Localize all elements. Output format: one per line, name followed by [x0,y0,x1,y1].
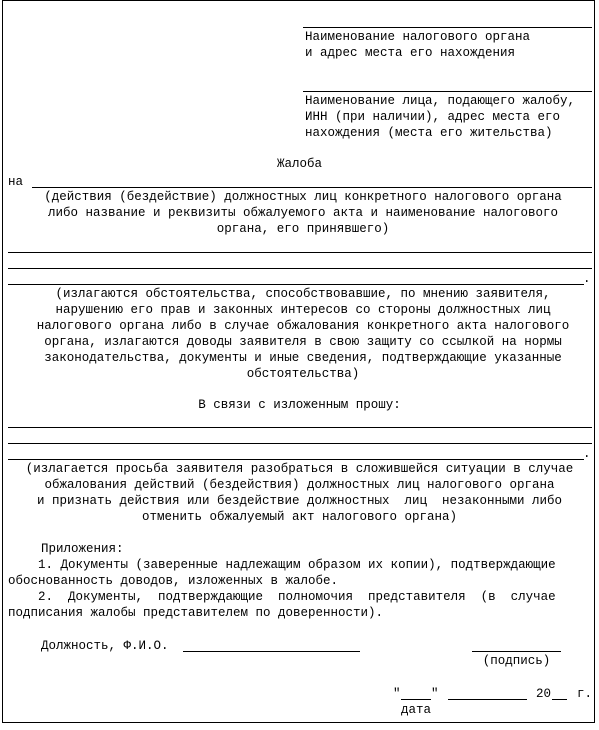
date-month-rule [448,699,527,700]
subject-rule [32,187,592,188]
circumstances-period: . [583,272,591,286]
signature-rule [472,651,561,652]
date-year-prefix: 20 [536,687,552,701]
circumstances-hint-6: обстоятельства) [246,367,360,381]
request-rule-3 [8,459,584,460]
position-label: Должность, Ф.И.О. [41,639,169,653]
authority-line-2: и адрес места его нахождения [305,46,516,60]
attachment-2-line-1: 2. Документы, подтверждающие полномочия представителя (в случае [8,590,556,604]
circumstances-hint-4: органа, излагаются доводы заявителя в свою защиту со ссылкой на нормы [44,335,562,349]
circumstances-hint-3: налогового органа либо в случае обжалования конкретного акта налогового [36,319,570,333]
authority-rule [303,27,592,28]
date-day-rule [401,699,431,700]
subject-hint-2: либо название и реквизиты обжалуемого акта и наименование налогового [47,206,559,220]
circumstances-rule-1 [8,252,592,253]
signature-caption: (подпись) [482,654,551,668]
circumstances-hint-5: законодательства, документы и иные сведения, подтверждающие указанные [44,351,562,365]
document-title: Жалоба [276,157,322,171]
applicant-rule [303,91,592,92]
applicant-line-2: ИНН (при наличии), адрес места его [305,110,561,124]
request-hint-2: обжалования действий (бездействия) должностных лиц налогового органа [44,478,555,492]
request-period: . [583,447,591,461]
circumstances-hint-2: нарушению его прав и законных интересов со стороны должностных лиц [55,303,551,317]
date-year-suffix: г. [577,687,593,701]
circumstances-rule-3 [8,284,584,285]
subject-hint-3: органа, его принявшего) [216,222,390,236]
request-hint-1: (излагается просьба заявителя разобраться в сложившейся ситуации в случае [25,462,574,476]
attachment-2-line-2: подписания жалобы представителем по доверенности). [8,606,384,620]
date-quote-close: " [431,687,439,701]
request-hint-3: и признать действия или бездействие должностных лиц незаконными либо [36,494,563,508]
date-year-rule [552,699,567,700]
applicant-line-3: нахождения (места его жительства) [305,126,553,140]
request-rule-1 [8,427,592,428]
applicant-line-1: Наименование лица, подающего жалобу, [305,94,576,108]
on-label: на [8,175,24,189]
request-rule-2 [8,443,592,444]
attachment-1-line-1: 1. Документы (заверенные надлежащим образом их копии), подтверждающие [8,558,556,572]
subject-hint-1: (действия (бездействие) должностных лиц конкретного налогового органа [44,190,562,204]
circumstances-rule-2 [8,268,592,269]
request-hint-4: отменить обжалуемый акт налогового органа) [141,510,458,524]
position-rule [183,651,360,652]
attachments-heading: Приложения: [41,542,124,556]
circumstances-hint-1: (излагаются обстоятельства, способствовавшие, по мнению заявителя, [55,287,551,301]
request-heading: В связи с изложенным прошу: [198,398,401,412]
date-quote-open: " [393,687,401,701]
attachment-1-line-2: обоснованность доводов, изложенных в жалобе. [8,574,339,588]
authority-line-1: Наименование налогового органа [305,30,531,44]
date-caption: дата [400,703,431,717]
